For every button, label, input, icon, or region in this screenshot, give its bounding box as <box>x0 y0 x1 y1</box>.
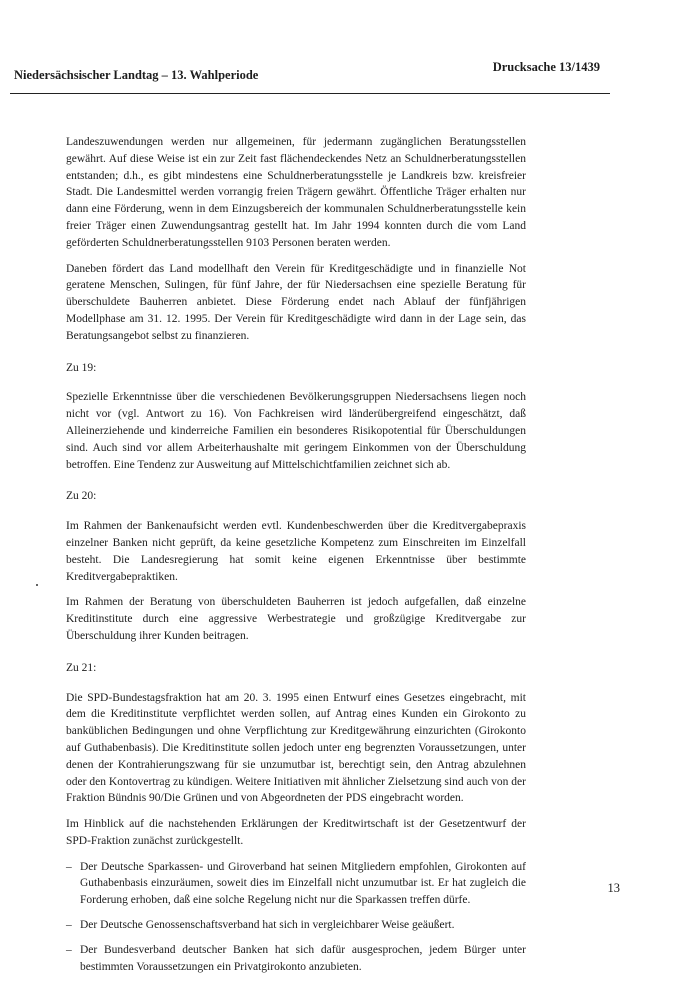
paragraph: Die SPD-Bundestagsfraktion hat am 20. 3. 1995 einen Entwurf eines Gesetzes eingebracht, mit dem die Kreditinstitute verpflichtet werden sollen, auf Antrag eines Kunden ein Girokonto zu banküblichen Bedingungen und ohne Verpflichtung zur Kreditgewährung einzurichten (Girokonto auf Guthabenbasis). Die Kreditinstitute sollen jedoch unter eng begrenzten Voraussetzungen, unter denen der Kontrahierungszwang für sie unzumutbar ist, berechtigt sein, den Antrag abzulehnen oder den Kontovertrag zu kündigen. Weitere Initiativen mit ähnlicher Zielsetzung sind auch von der Fraktion Bündnis 90/Die Grünen und von Abgeordneten der PDS eingebracht worden. <box>66 691 526 805</box>
paragraph: Spezielle Erkenntnisse über die verschiedenen Bevölkerungsgruppen Niedersachsens liegen noch nicht vor (vgl. Antwort zu 16). Von Fachkreisen wird länderübergreifend eingeschätzt, daß Alleinerziehende und kinderreiche Familien ein besonderes Risikopotential für Überschuldungen sind. Auch sind vor allem Arbeiterhaushalte mit geringem Einkommen von der Überschuldung betroffen. Eine Tendenz zur Ausweitung auf Mittelschichtfamilien zeichnet sich ab. <box>66 391 526 471</box>
paragraph: Landeszuwendungen werden nur allgemeinen, für jedermann zugänglichen Beratungsstellen gewährt. Auf diese Weise ist ein zur Zeit fast flächendeckendes Netz an Schuldnerberatungsstellen entstanden; d.h., es gibt mindestens eine Schuldnerberatungsstelle je Landkreis bzw. kreisfreier Stadt. Die Landesmittel werden vorrangig freien Trägern gewährt. Öffentliche Träger erhalten nur dann eine Förderung, wenn in dem Einzugsbereich der kommunalen Schuldnerberatungsstelle kein freier Träger einen Zuwendungsantrag gestellt hat. Im Jahr 1994 konnten durch die vom Land geförderten Schuldnerberatungsstellen 9103 Personen beraten werden. <box>66 136 526 249</box>
section-heading-21: Zu 21: <box>66 661 97 674</box>
list-item <box>66 859 526 909</box>
list-item <box>66 917 526 934</box>
list-item <box>66 942 526 976</box>
header-parliament: Niedersächsischer Landtag – 13. Wahlperiode <box>14 68 259 82</box>
page-number: 13 <box>607 881 620 895</box>
bullet-list <box>66 859 526 976</box>
list-item-text: Der Bundesverband deutscher Banken hat sich dafür ausgesprochen, jedem Bürger unter bestimmten Voraussetzungen ein Privatgirokonto anzubieten. <box>80 943 526 973</box>
paragraph: Im Rahmen der Beratung von überschuldeten Bauherren ist jedoch aufgefallen, daß einzelne Kreditinstitute durch eine aggressive Werbestrategie und großzügige Kreditvergabe zur Überschuldung ihrer Kunden beitragen. <box>66 596 526 642</box>
document-body <box>66 134 526 983</box>
section-heading-19: Zu 19: <box>66 361 97 374</box>
list-item-text: Der Deutsche Sparkassen- und Giroverband hat seinen Mitgliedern empfohlen, Girokonten auf Guthabenbasis einzuräumen, soweit dies im Einzelfall nicht unzumutbar ist. Er hat zugleich die Forderung erhoben, daß eine solche Regelung nicht nur die Sparkassen treffen dürfe. <box>80 860 526 907</box>
header-rule <box>10 93 610 94</box>
dash-bullet: – <box>66 860 72 873</box>
dash-bullet: – <box>66 943 72 956</box>
scan-speck <box>36 584 38 586</box>
paragraph: Im Hinblick auf die nachstehenden Erklärungen der Kreditwirtschaft ist der Gesetzentwurf der SPD-Fraktion zunächst zurückgestellt. <box>66 818 526 847</box>
section-heading-20: Zu 20: <box>66 490 97 503</box>
header-document-number: Drucksache 13/1439 <box>492 60 600 74</box>
page-header <box>14 60 600 83</box>
dash-bullet: – <box>66 919 72 932</box>
paragraph: Im Rahmen der Bankenaufsicht werden evtl. Kundenbeschwerden über die Kreditvergabepraxis einzelner Banken nicht geprüft, da keine gesetzliche Kompetenz zum Einschreiten im Einzelfall besteht. Die Landesregierung hat somit keine eigenen Erkenntnisse über bestimmte Kreditvergabepraktiken. <box>66 520 526 583</box>
list-item-text: Der Deutsche Genossenschaftsverband hat sich in vergleichbarer Weise geäußert. <box>80 919 455 932</box>
paragraph: Daneben fördert das Land modellhaft den Verein für Kreditgeschädigte und in finanzielle Not geratene Menschen, Sulingen, für fünf Jahre, der für Niedersachsen eine spezielle Beratung für überschuldete Bauherren anbietet. Diese Förderung endet nach Ablauf der fünfjährigen Modellphase am 31. 12. 1995. Der Verein für Kreditgeschädigte wird dann in der Lage sein, das Beratungsangebot selbst zu finanzieren. <box>66 262 526 342</box>
